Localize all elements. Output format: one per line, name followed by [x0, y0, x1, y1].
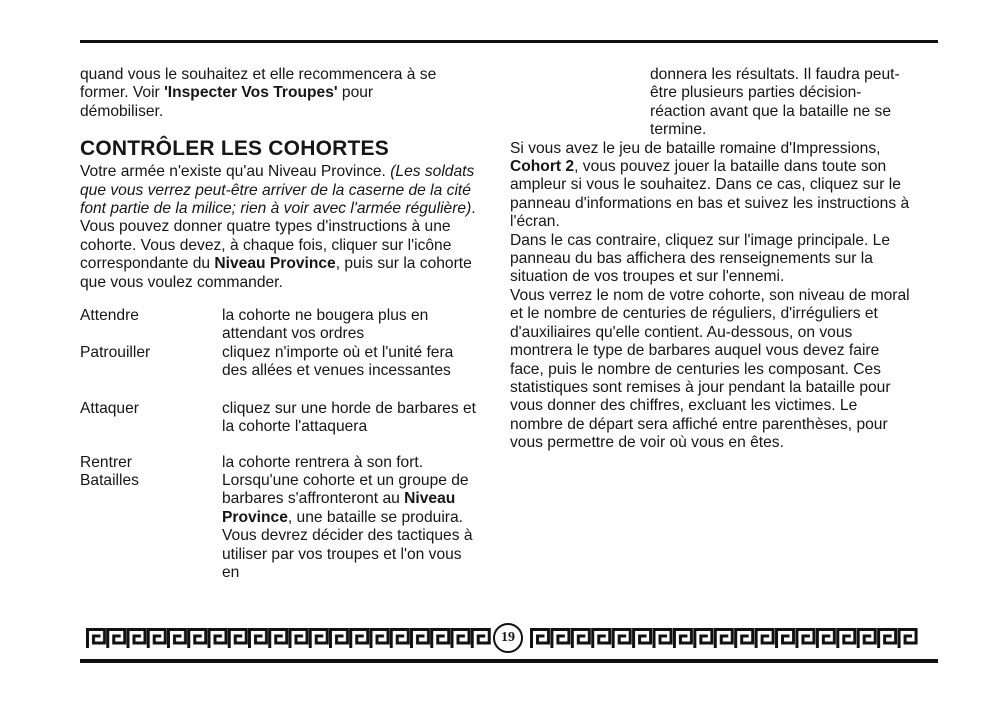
footer-ornament — [86, 623, 918, 653]
paragraph-otherwise: Dans le cas contraire, cliquez sur l'image principale. Le panneau du bas affichera des renseignements sur la situation de vos troupes et sur l'ennemi. — [510, 231, 891, 286]
definition-desc: la cohorte ne bougera plus en attendant vos ordres — [222, 307, 429, 343]
section-heading: CONTRÔLER LES COHORTES — [80, 137, 389, 161]
definition-desc-bold: Niveau Province — [222, 490, 456, 526]
greek-key-meander-icon — [530, 628, 918, 648]
greek-key-meander-icon — [86, 628, 491, 648]
intro-reference: 'Inspecter Vos Troupes' — [164, 84, 338, 102]
definition-term: Attendre — [80, 307, 139, 325]
definition-desc: la cohorte rentrera à son fort. — [222, 453, 424, 471]
body-text-1: Votre armée n'existe qu'au Niveau Province. — [80, 163, 391, 181]
definition-desc-text: Lorsqu'une cohorte et un groupe de barbares s'affronteront au — [222, 471, 469, 508]
intro-paragraph — [80, 66, 500, 121]
definition-term: Rentrer — [80, 453, 132, 471]
left-column — [80, 66, 500, 582]
definition-desc — [222, 472, 480, 582]
definition-item — [80, 454, 500, 472]
definition-item — [80, 472, 500, 582]
continuation-paragraph: donnera les résultats. Il faudra peut-être plusieurs parties décision-réaction avant que la bataille ne se termine. — [650, 66, 900, 139]
body-bold: Niveau Province — [214, 255, 336, 273]
intro-text-3: démobiliser. — [80, 102, 164, 120]
intro-text: former. Voir — [80, 84, 165, 102]
definition-term: Batailles — [80, 471, 139, 489]
definition-term: Patrouiller — [80, 343, 151, 361]
definition-item — [80, 344, 500, 381]
product-name: Cohort 2 — [510, 158, 575, 176]
definition-desc-text-2: , une bataille se produira. Vous devrez décider des tactiques à utiliser par vos troupes et l'on vous en — [222, 508, 473, 581]
intro-line-1: quand vous le souhaitez et elle recommencera à se — [80, 66, 437, 83]
definition-item — [80, 400, 500, 437]
paragraph-text: Si vous avez le jeu de bataille romaine d'Impressions, — [510, 139, 881, 157]
definition-desc: cliquez n'importe où et l'unité fera des allées et venues incessantes — [222, 343, 454, 380]
right-column — [510, 66, 910, 453]
page-number: 19 — [493, 623, 523, 653]
definition-term: Attaquer — [80, 399, 139, 417]
intro-text-2: pour — [337, 84, 374, 102]
body-italic: (Les soldats que vous verrez peut-être arriver de la caserne de la cité font partie de la milice; rien à voir avec l'armée régulière) — [80, 163, 475, 218]
paragraph-text-2: , vous pouvez jouer la bataille dans toute son ampleur si vous le souhaitez. Dans ce cas, cliquez sur le panneau d'informations en bas et suivez les instructions à l'écran. — [510, 158, 910, 231]
body-text-2: . Vous pouvez donner quatre types d'instructions à une cohorte. Vous devez, à chaque fois, cliquer sur l'icône correspondante du — [80, 200, 476, 273]
body-text-3: , puis sur la cohorte que vous voulez commander. — [80, 255, 472, 291]
paragraph-statistics: Vous verrez le nom de votre cohorte, son niveau de moral et le nombre de centuries de réguliers, d'irréguliers et d'auxiliaires qu'elle contient. Au-dessous, on vous montrera le type de barbares auquel vous devez faire face, puis le nombre de centuries les composant. Ces statistiques sont remises à jour pendant la bataille pour vous donner des chiffres, excluant les victimes. Le nombre de départ sera affiché entre parenthèses, pour vous permettre de voir où vous en êtes. — [510, 286, 910, 452]
body-paragraph — [80, 163, 500, 292]
definition-desc: cliquez sur une horde de barbares et la cohorte l'attaquera — [222, 399, 476, 436]
definition-item — [80, 307, 500, 344]
top-rule — [80, 40, 938, 43]
definition-list — [80, 307, 500, 582]
paragraph-cohort2 — [510, 140, 910, 232]
bottom-rule — [80, 659, 938, 663]
